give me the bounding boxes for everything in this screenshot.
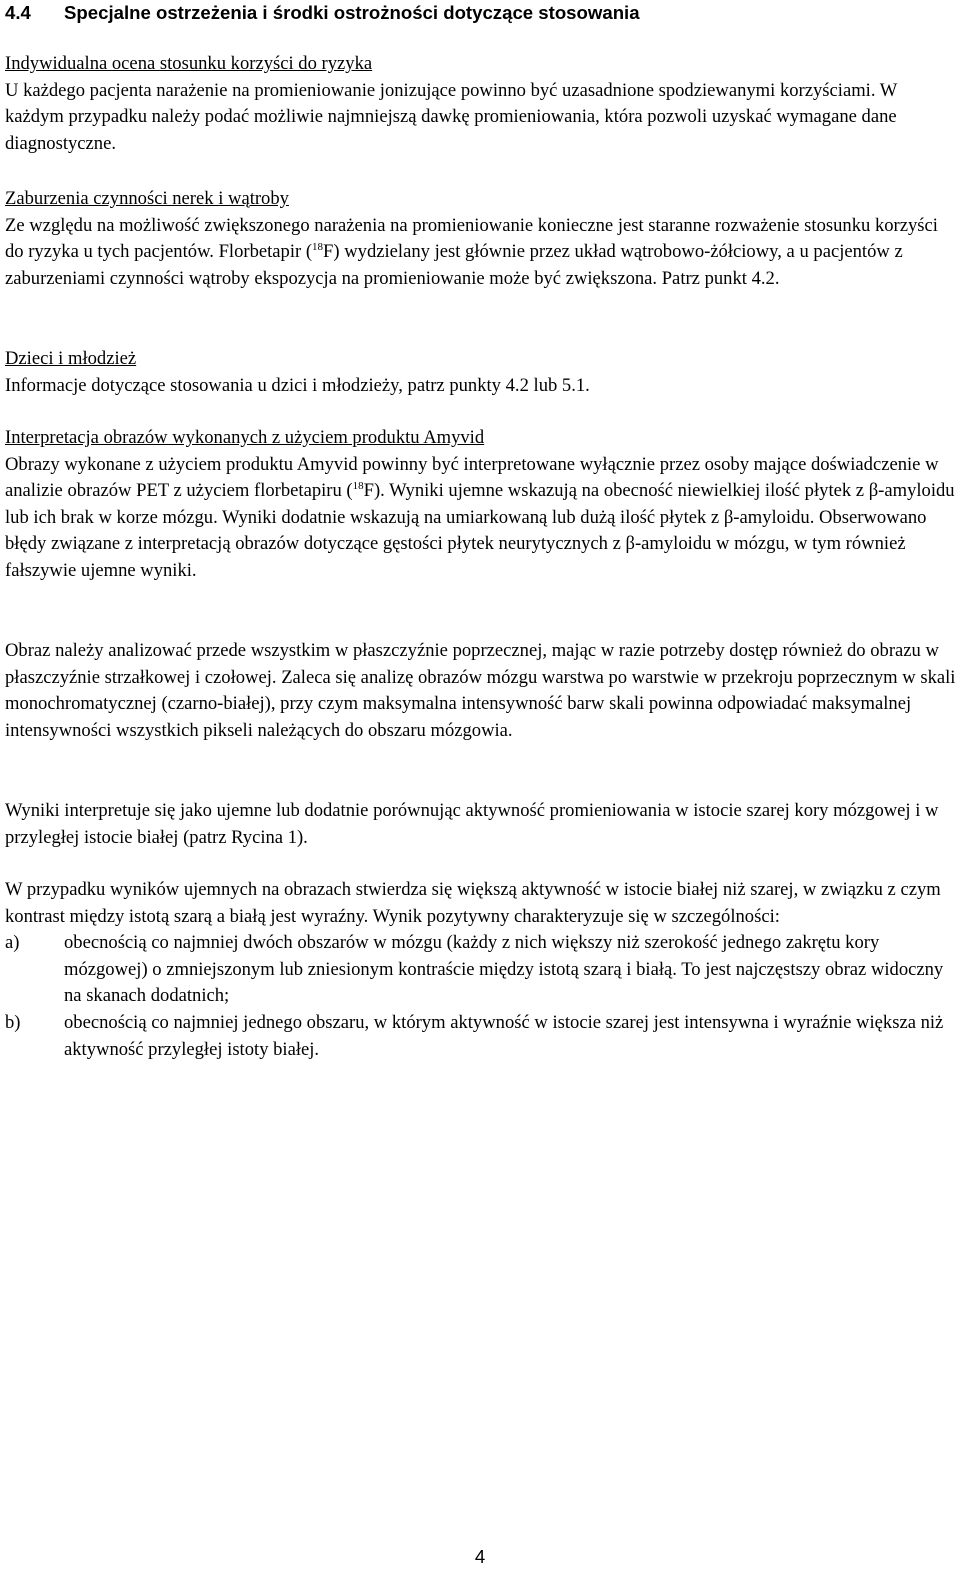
interpretation-heading: Interpretacja obrazów wykonanych z użyciem produktu Amyvid <box>5 427 485 448</box>
benefit-risk-section <box>5 51 957 157</box>
page-number: 4 <box>474 1546 486 1567</box>
benefit-risk-text: U każdego pacjenta narażenie na promieniowanie jonizujące powinno być uzasadnione spodziewanymi korzyściami. W każdym przypadku należy podać możliwie najmniejszą dawkę promieniowania, która pozwoli uzyskać wymagane dane diagnostyczne. <box>5 79 898 154</box>
list-marker: a) <box>5 932 20 954</box>
list-item-text: obecnością co najmniej dwóch obszarów w mózgu (każdy z nich większy niż szerokość jednego zakrętu kory mózgowej) o zmniejszonym lub zniesionym kontraście między istotą szarą i białą. To jest najczęstszy obraz widoczny na skanach dodatnich; <box>64 932 944 1007</box>
isotope-superscript: 18 <box>312 241 324 254</box>
renal-hepatic-section <box>5 186 957 292</box>
interpretation-text-part1: Obrazy wykonane z użyciem produktu Amyvid powinny być interpretowane wyłącznie przez osoby mające doświadczenie w analizie obrazów PET z użyciem florbetapiru ( <box>5 453 939 502</box>
results-paragraph: Wyniki interpretuje się jako ujemne lub dodatnie porównując aktywność promieniowania w istocie szarej kory mózgowej i w przyległej istocie białej (patrz Rycina 1). <box>5 800 939 848</box>
renal-hepatic-heading: Zaburzenia czynności nerek i wątroby <box>5 188 289 209</box>
pediatric-section <box>5 346 957 399</box>
list-marker: b) <box>5 1011 21 1033</box>
results-paragraph-block <box>5 798 957 851</box>
section-heading <box>5 0 957 26</box>
renal-hepatic-text-part1: Ze względu na możliwość zwiększonego narażenia na promieniowanie konieczne jest staranne rozważenie stosunku korzyści do ryzyka u tych pacjentów. Florbetapir ( <box>5 214 938 263</box>
list-item <box>5 930 957 1010</box>
analysis-paragraph: Obraz należy analizować przede wszystkim w płaszczyźnie poprzecznej, mając w razie potrzeby dostęp również do obrazu w płaszczyźnie strzałkowej i czołowej. Zaleca się analizę obrazów mózgu warstwa po warstwie w przekroju poprzecznym w skali monochromatycznej (czarno-białej), przy czym maksymalna intensywność barw skali powinna odpowiadać maksymalnej intensywności wszystkich pikseli należących do obszaru mózgowia. <box>5 640 956 741</box>
renal-hepatic-text-part2: F) wydzielany jest głównie przez układ wątrobowo-żółciowy, a u pacjentów z zaburzeniami czynności wątroby ekspozycja na promieniowanie może być zwiększona. Patrz punkt 4.2. <box>5 241 903 289</box>
section-title: Specjalne ostrzeżenia i środki ostrożności dotyczące stosowania <box>64 2 640 23</box>
negative-positive-intro: W przypadku wyników ujemnych na obrazach stwierdza się większą aktywność w istocie białej niż szarej, w związku z czym kontrast między istotą szarą a białą jest wyraźny. Wynik pozytywny charakteryzuje się w szczególności: <box>5 879 941 927</box>
analysis-paragraph-block <box>5 638 957 744</box>
list-item-text: obecnością co najmniej jednego obszaru, w którym aktywność w istocie szarej jest intensywna i wyraźnie większa niż aktywność przyległej istoty białej. <box>64 1011 944 1060</box>
list-item <box>5 1010 957 1063</box>
renal-hepatic-text <box>5 213 957 293</box>
pediatric-heading: Dzieci i młodzież <box>5 348 137 369</box>
negative-positive-section <box>5 877 957 1063</box>
pediatric-text: Informacje dotyczące stosowania u dzici i młodzieży, patrz punkty 4.2 lub 5.1. <box>5 374 590 396</box>
benefit-risk-heading: Indywidualna ocena stosunku korzyści do ryzyka <box>5 53 373 74</box>
isotope-superscript: 18 <box>352 480 364 493</box>
interpretation-text-part2: F). Wyniki ujemne wskazują na obecność niewielkiej ilość płytek z β-amyloidu lub ich brak w korze mózgu. Wyniki dodatnie wskazują na umiarkowaną lub dużą ilość płytek z β-amyloidu. Obserwowano błędy związane z interpretacją obrazów dotyczące gęstości płytek neurytycznych z β-amyloidu w mózgu, w tym również fałszywie ujemne wyniki. <box>5 480 955 581</box>
interpretation-text <box>5 452 957 585</box>
interpretation-section <box>5 425 957 585</box>
section-number: 4.4 <box>5 2 31 23</box>
